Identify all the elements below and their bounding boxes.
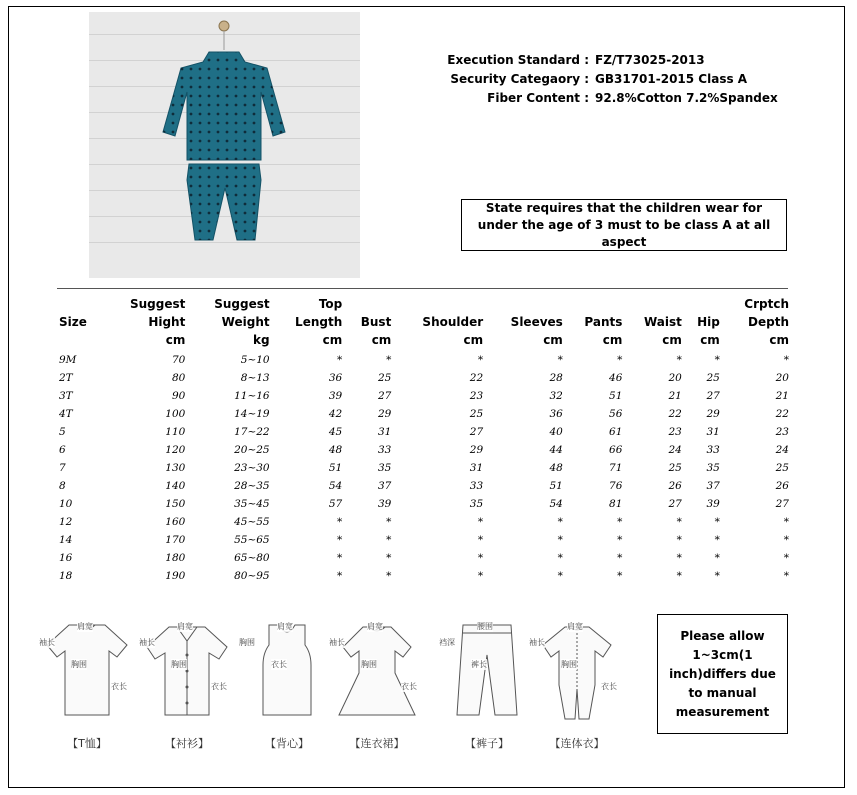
table-cell: * bbox=[337, 552, 343, 564]
spec-block bbox=[429, 51, 789, 108]
table-cell: * bbox=[676, 534, 682, 546]
measurement-diagrams bbox=[39, 615, 617, 765]
table-cell: 35 bbox=[469, 498, 484, 510]
table-cell: * bbox=[714, 570, 720, 582]
table-cell: * bbox=[783, 516, 789, 528]
table-row bbox=[57, 477, 793, 495]
table-cell: 54 bbox=[328, 480, 343, 492]
table-cell: * bbox=[386, 516, 392, 528]
column-header: Waist cm bbox=[643, 315, 682, 347]
t-shirt-diagram bbox=[39, 615, 135, 765]
table-cell: 70 bbox=[171, 354, 186, 366]
page-frame bbox=[8, 6, 845, 788]
table-row bbox=[57, 567, 793, 585]
table-cell: * bbox=[386, 552, 392, 564]
table-cell: 29 bbox=[469, 444, 484, 456]
column-header: Top Length cm bbox=[295, 297, 343, 347]
table-cell: 100 bbox=[165, 408, 186, 420]
table-header-row bbox=[57, 293, 793, 351]
measurement-tag: 衣长 bbox=[211, 682, 227, 691]
table-cell: 23 bbox=[775, 426, 789, 438]
measurement-tag: 肩宽 bbox=[367, 622, 383, 631]
table-cell: 29 bbox=[377, 408, 392, 420]
garment-outline-icon bbox=[239, 615, 335, 730]
table-cell: 14 bbox=[59, 534, 73, 546]
table-cell: 80 bbox=[171, 372, 186, 384]
measurement-tag: 衣长 bbox=[601, 682, 617, 691]
table-cell: 23~30 bbox=[234, 462, 270, 474]
table-cell: 35 bbox=[706, 462, 720, 474]
table-cell: 37 bbox=[377, 480, 392, 492]
diagram-label: 【衬衫】 bbox=[165, 737, 209, 750]
table-cell: * bbox=[783, 552, 789, 564]
table-cell: 27 bbox=[469, 426, 484, 438]
table-cell: 22 bbox=[668, 408, 682, 420]
measurement-tag: 肩宽 bbox=[77, 622, 93, 631]
table-cell: 44 bbox=[549, 444, 563, 456]
table-cell: * bbox=[676, 354, 682, 366]
table-cell: 10 bbox=[59, 498, 73, 510]
table-cell: 33 bbox=[469, 480, 484, 492]
table-cell: 51 bbox=[609, 390, 623, 402]
table-cell: * bbox=[676, 552, 682, 564]
measurement-tag: 衣长 bbox=[111, 682, 127, 691]
table-cell: 35~45 bbox=[234, 498, 270, 510]
table-cell: 51 bbox=[328, 462, 343, 474]
table-row bbox=[57, 405, 793, 423]
table-cell: 24 bbox=[668, 444, 682, 456]
table-cell: * bbox=[337, 534, 343, 546]
table-cell: 120 bbox=[165, 444, 186, 456]
table-cell: 57 bbox=[328, 498, 343, 510]
table-cell: 26 bbox=[668, 480, 682, 492]
table-cell: * bbox=[557, 516, 563, 528]
table-cell: 20 bbox=[775, 372, 789, 384]
table-cell: 76 bbox=[609, 480, 623, 492]
table-cell: 150 bbox=[165, 498, 186, 510]
measurement-tag: 肩宽 bbox=[567, 622, 583, 631]
table-row bbox=[57, 495, 793, 513]
table-cell: 23 bbox=[668, 426, 682, 438]
table-cell: 48 bbox=[328, 444, 343, 456]
measurement-tag: 裆深 bbox=[439, 638, 455, 647]
table-cell: 40 bbox=[549, 426, 563, 438]
garment-outline-icon bbox=[139, 615, 235, 730]
measurement-tag: 肩宽 bbox=[277, 622, 293, 631]
garment-outline-icon bbox=[39, 615, 135, 730]
table-cell: 27 bbox=[377, 390, 392, 402]
table-cell: 66 bbox=[609, 444, 623, 456]
table-cell: 42 bbox=[328, 408, 343, 420]
spec-row-fiber: Fiber Content : 92.8%Cotton 7.2%Spandex bbox=[487, 91, 778, 105]
table-row bbox=[57, 549, 793, 567]
table-cell: 25 bbox=[668, 462, 682, 474]
table-cell: 65~80 bbox=[234, 552, 270, 564]
table-cell: 27 bbox=[668, 498, 682, 510]
measurement-tag: 袖长 bbox=[329, 638, 345, 647]
column-header: Suggest Hight cm bbox=[129, 297, 186, 347]
table-cell: 32 bbox=[549, 390, 563, 402]
table-row bbox=[57, 531, 793, 549]
table-cell: 81 bbox=[609, 498, 623, 510]
table-cell: * bbox=[617, 570, 623, 582]
table-cell: * bbox=[477, 552, 484, 564]
table-cell: 25 bbox=[377, 372, 392, 384]
table-cell: * bbox=[477, 354, 484, 366]
table-cell: 48 bbox=[549, 462, 563, 474]
table-cell: * bbox=[477, 534, 484, 546]
table-cell: 170 bbox=[165, 534, 186, 546]
measurement-tag: 肩宽 bbox=[177, 622, 193, 631]
vest-diagram bbox=[239, 615, 335, 765]
measurement-tag: 袖长 bbox=[529, 638, 545, 647]
table-cell: 27 bbox=[775, 498, 789, 510]
table-cell: 35 bbox=[377, 462, 392, 474]
spec-row-security: Security Categaory : GB31701-2015 Class A bbox=[450, 72, 748, 86]
table-cell: * bbox=[557, 534, 563, 546]
table-cell: 20~25 bbox=[234, 444, 270, 456]
table-cell: 31 bbox=[377, 426, 392, 438]
table-cell: 8~13 bbox=[240, 372, 270, 384]
table-cell: 39 bbox=[377, 498, 392, 510]
table-cell: * bbox=[477, 570, 484, 582]
table-cell: 56 bbox=[609, 408, 623, 420]
table-cell: 16 bbox=[59, 552, 73, 564]
table-cell: 33 bbox=[706, 444, 720, 456]
table-cell: 80~95 bbox=[234, 570, 270, 582]
table-cell: 36 bbox=[549, 408, 563, 420]
measurement-tag: 袖长 bbox=[39, 638, 55, 647]
table-cell: * bbox=[783, 534, 789, 546]
measurement-tag: 胸围 bbox=[171, 660, 187, 669]
table-cell: * bbox=[337, 354, 343, 366]
table-cell: 51 bbox=[549, 480, 563, 492]
table-cell: 5~10 bbox=[240, 354, 270, 366]
table-cell: * bbox=[783, 354, 789, 366]
table-cell: 37 bbox=[706, 480, 720, 492]
measurement-allowance-note: Please allow 1~3cm(1 inch)differs due to manual measurement bbox=[657, 614, 788, 734]
table-cell: 39 bbox=[706, 498, 720, 510]
size-table bbox=[57, 293, 793, 585]
divider-line bbox=[57, 288, 788, 289]
table-cell: 14~19 bbox=[234, 408, 270, 420]
table-cell: 33 bbox=[377, 444, 392, 456]
table-cell: 6 bbox=[59, 444, 66, 456]
table-cell: 24 bbox=[775, 444, 789, 456]
table-cell: 45 bbox=[328, 426, 343, 438]
measurement-tag: 衣长 bbox=[271, 660, 287, 669]
table-cell: 3T bbox=[59, 390, 73, 402]
table-cell: * bbox=[617, 534, 623, 546]
column-header: Size bbox=[59, 315, 87, 329]
table-cell: * bbox=[714, 534, 720, 546]
table-row bbox=[57, 441, 793, 459]
table-cell: * bbox=[617, 354, 623, 366]
column-header: Hip cm bbox=[697, 315, 720, 347]
table-cell: 25 bbox=[775, 462, 789, 474]
table-cell: 27 bbox=[706, 390, 720, 402]
table-cell: 61 bbox=[609, 426, 623, 438]
table-cell: 9M bbox=[59, 354, 77, 366]
table-cell: 26 bbox=[775, 480, 789, 492]
class-a-notice: State requires that the children wear for under the age of 3 must to be class A at all aspect bbox=[461, 199, 787, 251]
table-cell: 31 bbox=[706, 426, 720, 438]
garment-outline-icon bbox=[439, 615, 535, 730]
table-cell: 28 bbox=[549, 372, 563, 384]
table-cell: 12 bbox=[59, 516, 73, 528]
table-cell: * bbox=[557, 354, 563, 366]
table-cell: 25 bbox=[706, 372, 720, 384]
table-cell: 130 bbox=[165, 462, 186, 474]
table-cell: 190 bbox=[165, 570, 186, 582]
table-cell: 54 bbox=[549, 498, 563, 510]
table-cell: 31 bbox=[469, 462, 484, 474]
table-cell: 8 bbox=[59, 480, 66, 492]
table-cell: 17~22 bbox=[234, 426, 270, 438]
measurement-tag: 衣长 bbox=[401, 682, 417, 691]
garment-outline-icon bbox=[329, 615, 425, 730]
table-cell: * bbox=[386, 354, 392, 366]
table-cell: 21 bbox=[668, 390, 682, 402]
diagram-label: 【连衣裙】 bbox=[349, 737, 405, 750]
table-cell: * bbox=[386, 570, 392, 582]
column-header: Shoulder cm bbox=[422, 315, 484, 347]
measurement-tag: 胸围 bbox=[361, 660, 377, 669]
garment-illustration bbox=[89, 12, 360, 278]
measurement-tag: 腰围 bbox=[477, 622, 493, 631]
garment-outline-icon bbox=[529, 615, 625, 730]
measurement-tag: 胸围 bbox=[71, 660, 87, 669]
table-cell: 2T bbox=[59, 372, 73, 384]
table-cell: 160 bbox=[165, 516, 186, 528]
table-cell: * bbox=[714, 552, 720, 564]
table-cell: * bbox=[337, 570, 343, 582]
table-cell: 46 bbox=[609, 372, 623, 384]
table-cell: 21 bbox=[775, 390, 789, 402]
table-cell: 39 bbox=[328, 390, 343, 402]
table-cell: * bbox=[386, 534, 392, 546]
diagram-label: 【裤子】 bbox=[465, 737, 509, 750]
table-cell: 55~65 bbox=[234, 534, 270, 546]
column-header: Sleeves cm bbox=[510, 315, 563, 347]
table-cell: 22 bbox=[469, 372, 484, 384]
column-header: Suggest Weight kg bbox=[214, 297, 270, 347]
table-row bbox=[57, 369, 793, 387]
table-cell: 5 bbox=[59, 426, 66, 438]
table-cell: 140 bbox=[165, 480, 186, 492]
table-cell: * bbox=[783, 570, 789, 582]
table-row bbox=[57, 351, 793, 369]
table-cell: 20 bbox=[668, 372, 682, 384]
table-cell: 23 bbox=[469, 390, 484, 402]
table-row bbox=[57, 513, 793, 531]
table-cell: 36 bbox=[328, 372, 343, 384]
diagram-label: 【连体衣】 bbox=[549, 737, 605, 750]
table-cell: * bbox=[617, 552, 623, 564]
pants-diagram bbox=[439, 615, 535, 765]
table-cell: 22 bbox=[775, 408, 789, 420]
table-cell: 29 bbox=[706, 408, 720, 420]
table-row bbox=[57, 387, 793, 405]
table-cell: * bbox=[477, 516, 484, 528]
table-cell: * bbox=[557, 552, 563, 564]
measurement-tag: 胸围 bbox=[239, 638, 255, 647]
product-photo bbox=[89, 12, 360, 278]
diagram-label: 【T恤】 bbox=[67, 737, 107, 750]
measurement-tag: 袖长 bbox=[139, 638, 155, 647]
table-cell: * bbox=[617, 516, 623, 528]
dress-diagram bbox=[329, 615, 425, 765]
measurement-tag: 裤长 bbox=[471, 660, 487, 669]
spec-row-standard: Execution Standard : FZ/T73025-2013 bbox=[447, 53, 705, 67]
table-cell: * bbox=[714, 354, 720, 366]
table-cell: 180 bbox=[165, 552, 186, 564]
column-header: Pants cm bbox=[584, 315, 623, 347]
table-row bbox=[57, 423, 793, 441]
table-cell: 4T bbox=[59, 408, 73, 420]
shirt-diagram bbox=[139, 615, 235, 765]
table-row bbox=[57, 459, 793, 477]
table-cell: * bbox=[337, 516, 343, 528]
table-cell: * bbox=[557, 570, 563, 582]
table-cell: 18 bbox=[59, 570, 73, 582]
table-cell: * bbox=[714, 516, 720, 528]
table-cell: 11~16 bbox=[234, 390, 270, 402]
column-header: Crptch Depth cm bbox=[744, 297, 789, 347]
diagram-label: 【背心】 bbox=[265, 737, 309, 750]
table-cell: * bbox=[676, 570, 682, 582]
table-cell: * bbox=[676, 516, 682, 528]
measurement-tag: 胸围 bbox=[561, 660, 577, 669]
table-cell: 28~35 bbox=[234, 480, 270, 492]
column-header: Bust cm bbox=[360, 315, 392, 347]
table-cell: 71 bbox=[609, 462, 623, 474]
table-cell: 25 bbox=[469, 408, 484, 420]
table-cell: 45~55 bbox=[234, 516, 270, 528]
romper-diagram bbox=[529, 615, 625, 765]
table-cell: 110 bbox=[165, 426, 186, 438]
table-cell: 7 bbox=[59, 462, 66, 474]
table-cell: 90 bbox=[171, 390, 186, 402]
